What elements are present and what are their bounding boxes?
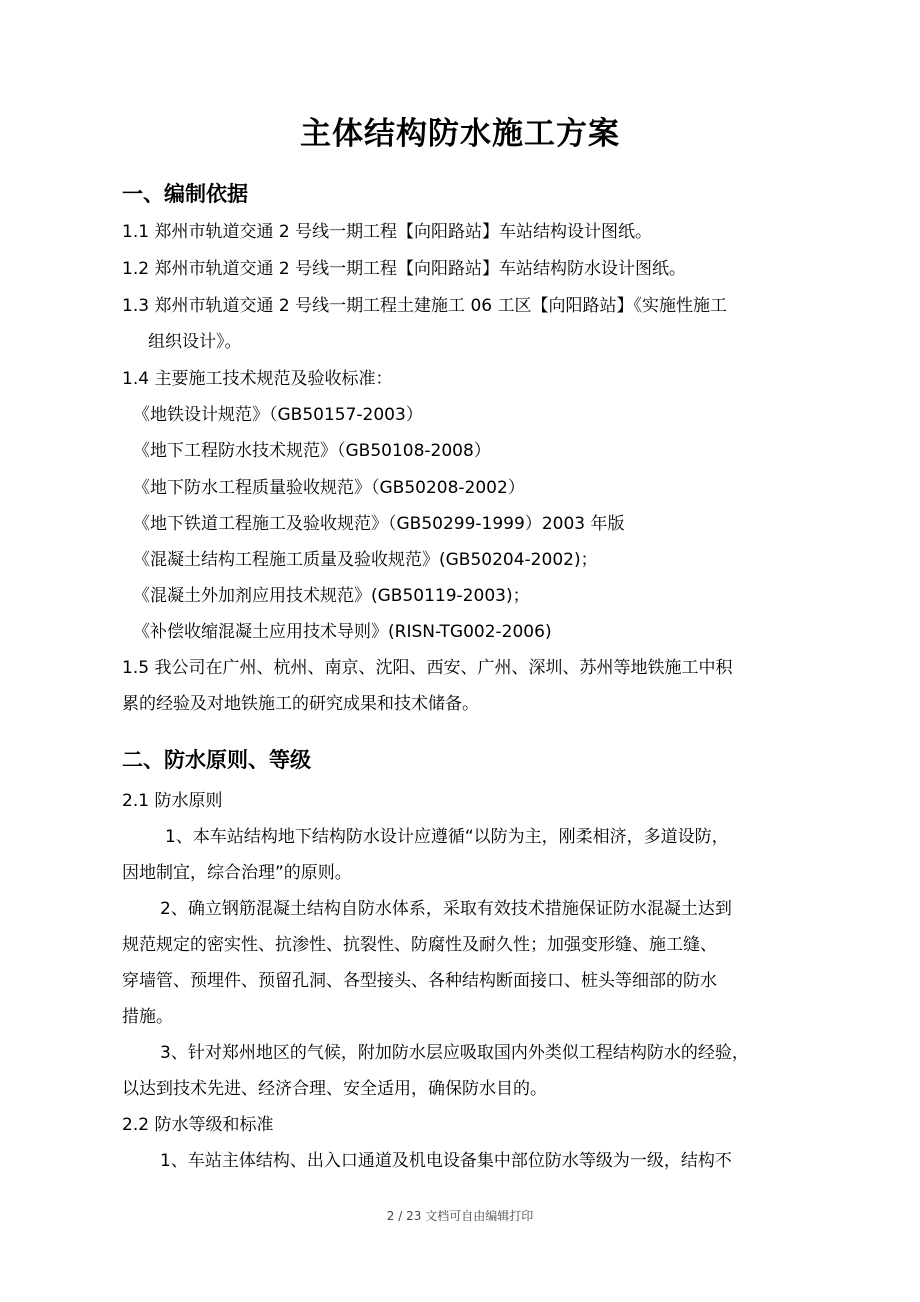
paragraph-line: 以达到技术先进、经济合理、安全适用，确保防水目的。 [122,1079,547,1099]
standard-item: 《混凝土外加剂应用技术规范》(GB50119-2003)； [133,586,530,606]
paragraph-line: 1.2 郑州市轨道交通 2 号线一期工程【向阳路站】车站结构防水设计图纸。 [122,259,687,279]
paragraph-line: 1.4 主要施工技术规范及验收标准： [122,369,393,389]
paragraph-line: 3、针对郑州地区的气候，附加防水层应吸取国内外类似工程结构防水的经验， [160,1043,749,1063]
standard-item: 《混凝土结构工程施工质量及验收规范》(GB50204-2002)； [133,550,598,570]
document-title: 主体结构防水施工方案 [300,116,620,152]
standard-item: 《地下工程防水技术规范》（GB50108-2008） [133,441,491,461]
paragraph-line: 穿墙管、预埋件、预留孔洞、各型接头、各种结构断面接口、桩头等细部的防水 [122,971,717,991]
paragraph-line: 1.1 郑州市轨道交通 2 号线一期工程【向阳路站】车站结构设计图纸。 [122,222,653,242]
standard-item: 《地下防水工程质量验收规范》（GB50208-2002） [133,478,525,498]
paragraph-line: 因地制宜，综合治理”的原则。 [122,863,352,883]
paragraph-line: 1、车站主体结构、出入口通道及机电设备集中部位防水等级为一级，结构不 [160,1151,732,1171]
paragraph-line: 规范规定的密实性、抗渗性、抗裂性、防腐性及耐久性；加强变形缝、施工缝、 [122,935,717,955]
standard-item: 《地铁设计规范》（GB50157-2003） [133,405,423,425]
section-heading-1: 一、编制依据 [122,182,248,206]
paragraph-line: 组织设计》。 [148,332,242,352]
section-heading-2: 二、防水原则、等级 [122,748,311,772]
page-footer: 2 / 23 文档可自由编辑打印 [386,1209,534,1223]
paragraph-line: 1.5 我公司在广州、杭州、南京、沈阳、西安、广州、深圳、苏州等地铁施工中积 [122,658,733,678]
paragraph-line: 2、确立钢筋混凝土结构自防水体系，采取有效技术措施保证防水混凝土达到 [160,899,732,919]
paragraph-line: 1.3 郑州市轨道交通 2 号线一期工程土建施工 06 工区【向阳路站】《实施性施工 [122,296,728,316]
subsection-heading: 2.1 防水原则 [122,791,223,811]
paragraph-line: 措施。 [122,1007,173,1027]
standard-item: 《地下铁道工程施工及验收规范》（GB50299-1999）2003 年版 [133,514,625,534]
subsection-heading: 2.2 防水等级和标准 [122,1115,274,1135]
paragraph-line: 累的经验及对地铁施工的研究成果和技术储备。 [122,694,479,714]
standard-item: 《补偿收缩混凝土应用技术导则》(RISN-TG002-2006) [133,622,552,642]
paragraph-line: 1、本车站结构地下结构防水设计应遵循“以防为主，刚柔相济，多道设防， [165,827,729,847]
